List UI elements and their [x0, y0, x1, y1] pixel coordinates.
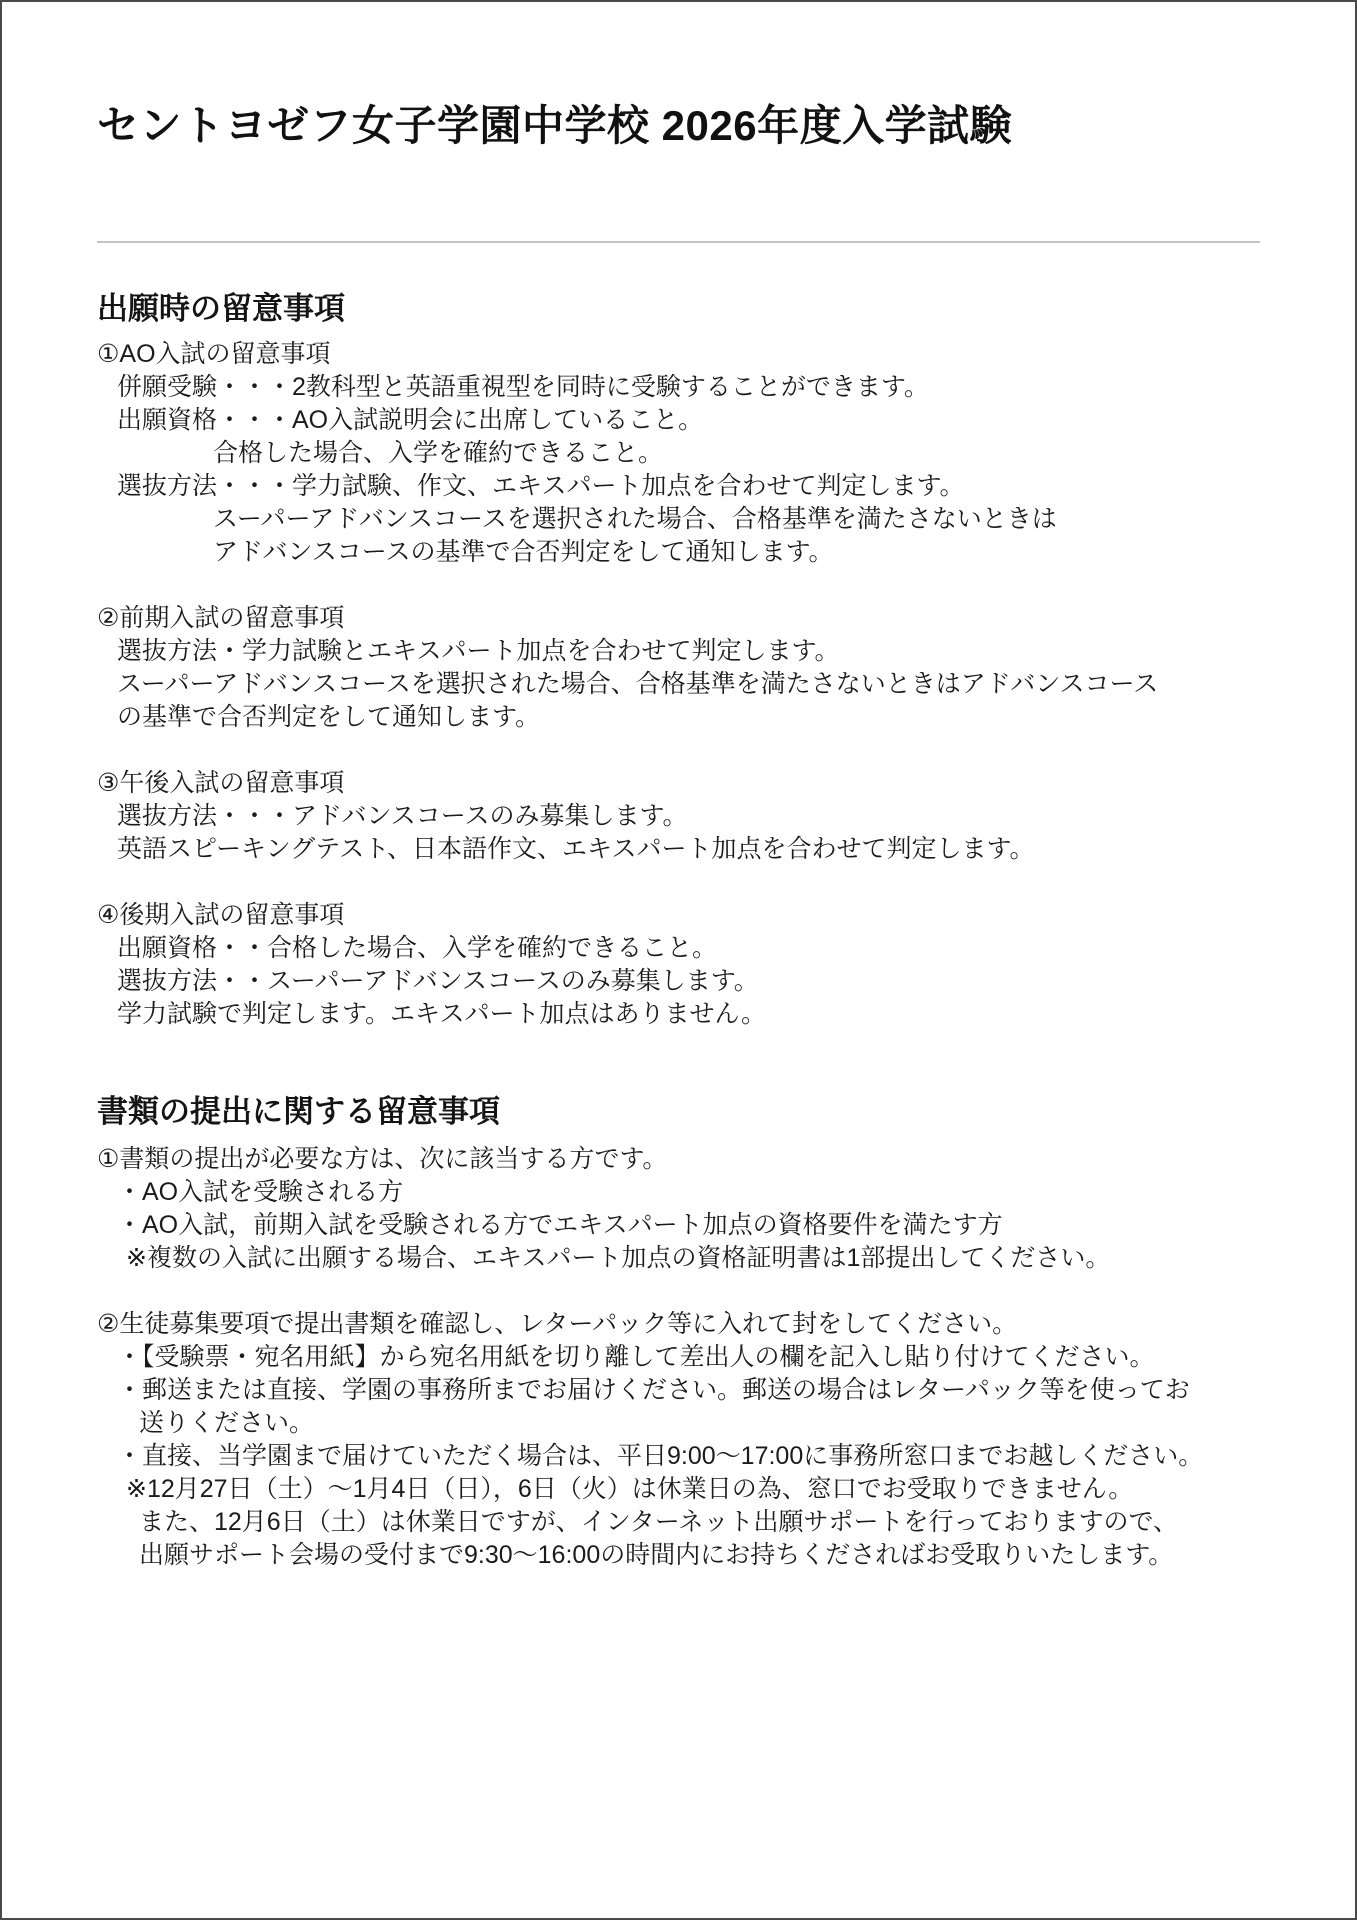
note-line: 選抜方法・・・アドバンスコースのみ募集します。	[117, 802, 688, 830]
note-block-late-exam	[97, 899, 1260, 1031]
note-line: アドバンスコースの基準で合否判定をして通知します。	[213, 538, 834, 566]
note-line: 学力試験で判定します。エキスパート加点はありません。	[117, 1000, 767, 1028]
note-block-early-exam	[97, 602, 1260, 734]
title-divider	[97, 241, 1260, 243]
note-line: 送りください。	[139, 1409, 315, 1437]
block-title: ①AO入試の留意事項	[97, 340, 331, 368]
block-title: ②生徒募集要項で提出書類を確認し、レターパック等に入れて封をしてください。	[97, 1310, 1018, 1338]
note-line: ・郵送または直接、学園の事務所までお届けください。郵送の場合はレターパック等を使ってお	[117, 1376, 1190, 1404]
note-block-afternoon-exam	[97, 767, 1260, 866]
note-line: スーパーアドバンスコースを選択された場合、合格基準を満たさないときはアドバンスコース	[117, 670, 1159, 698]
note-line: ・AO入試を受験される方	[117, 1178, 404, 1206]
note-block-who-must-submit	[97, 1143, 1260, 1275]
note-line: ※12月27日（土）〜1月4日（日），6日（火）は休業日の為、窓口でお受取りできません。	[126, 1475, 1134, 1503]
block-title: ①書類の提出が必要な方は、次に該当する方です。	[97, 1145, 668, 1173]
note-block-how-to-submit	[97, 1308, 1260, 1572]
note-line: 英語スピーキングテスト、日本語作文、エキスパート加点を合わせて判定します。	[117, 835, 1035, 863]
section-heading-application-notes: 出願時の留意事項	[97, 291, 345, 326]
note-line: 選抜方法・学力試験とエキスパート加点を合わせて判定します。	[117, 637, 840, 665]
block-title: ④後期入試の留意事項	[97, 901, 345, 929]
block-title: ③午後入試の留意事項	[97, 769, 345, 797]
note-block-ao-exam	[97, 338, 1260, 569]
note-line: 合格した場合、入学を確約できること。	[213, 439, 664, 467]
note-line: ※複数の入試に出願する場合、エキスパート加点の資格証明書は1部提出してください。	[126, 1244, 1111, 1272]
note-line: 選抜方法・・スーパーアドバンスコースのみ募集します。	[117, 967, 759, 995]
note-line: 選抜方法・・・学力試験、作文、エキスパート加点を合わせて判定します。	[117, 472, 965, 500]
document-title: セントヨゼフ女子学園中学校 2026年度入学試験	[97, 102, 1013, 149]
section-heading-document-submission: 書類の提出に関する留意事項	[97, 1094, 500, 1129]
page-content	[2, 100, 1355, 1572]
note-line: 併願受験・・・2教科型と英語重視型を同時に受験することができます。	[117, 373, 929, 401]
note-line: ・【受験票・宛名用紙】から宛名用紙を切り離して差出人の欄を記入し貼り付けてください。	[117, 1343, 1155, 1371]
note-line: ・直接、当学園まで届けていただく場合は、平日9:00〜17:00に事務所窓口までお越しください。	[117, 1442, 1204, 1470]
note-line: スーパーアドバンスコースを選択された場合、合格基準を満たさないときは	[213, 505, 1057, 533]
note-line: また、12月6日（土）は休業日ですが、インターネット出願サポートを行っておりますので、	[139, 1508, 1178, 1536]
note-line: 出願資格・・合格した場合、入学を確約できること。	[117, 934, 718, 962]
note-line: の基準で合否判定をして通知します。	[117, 703, 541, 731]
note-line: 出願資格・・・AO入試説明会に出席していること。	[117, 406, 704, 434]
note-line: ・AO入試，前期入試を受験される方でエキスパート加点の資格要件を満たす方	[117, 1211, 1003, 1239]
note-line: 出願サポート会場の受付まで9:30〜16:00の時間内にお持ちくださればお受取りいたします。	[139, 1541, 1174, 1569]
block-title: ②前期入試の留意事項	[97, 604, 345, 632]
